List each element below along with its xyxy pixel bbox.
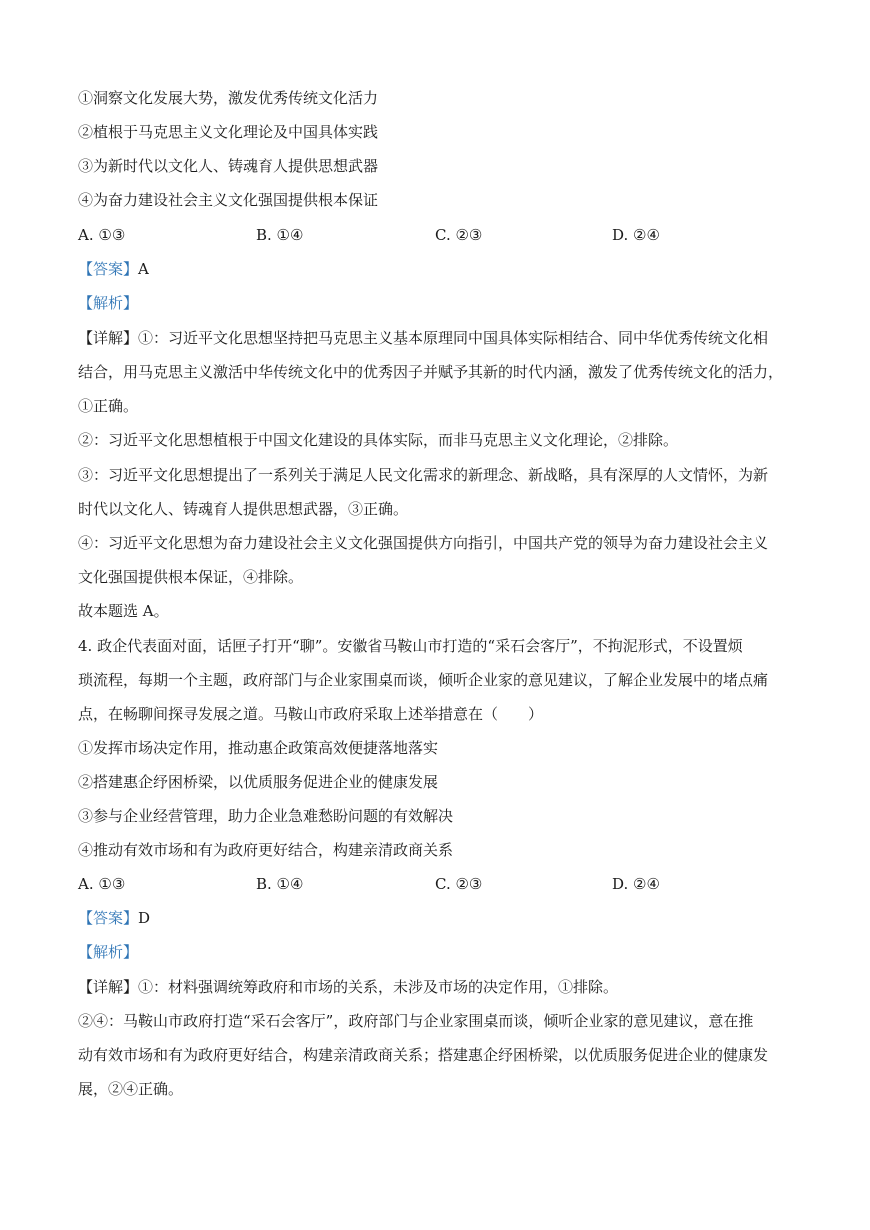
q4-option-3: ③参与企业经营管理，助力企业急难愁盼问题的有效解决 [78,807,454,825]
q4-choice-c: C. ②③ [435,875,483,893]
q4-choice-a: A. ①③ [78,875,126,893]
q3-choices [78,225,798,245]
q3-option-2: ②植根于马克思主义文化理论及中国具体实践 [78,123,379,141]
q4-detail-line-1 [78,977,798,997]
q3-detail-text-1: ①：习近平文化思想坚持把马克思主义基本原理同中国具体实际相结合、同中华优秀传统文化相 [138,329,769,347]
q3-choice-c: C. ②③ [435,226,483,244]
q3-option-3: ③为新时代以文化人、铸魂育人提供思想武器 [78,157,379,175]
q4-analysis-label: 【解析】 [78,943,139,961]
q3-detail-line-4: ②：习近平文化思想植根于中国文化建设的具体实际，而非马克思主义文化理论，②排除。 [78,431,679,449]
q4-answer-value: D [138,909,151,927]
q4-option-2: ②搭建惠企纾困桥梁，以优质服务促进企业的健康发展 [78,773,439,791]
q3-choice-d: D. ②④ [612,226,660,244]
q3-option-4: ④为奋力建设社会主义文化强国提供根本保证 [78,191,379,209]
q3-answer [78,259,798,279]
q4-stem-line-3: 点，在畅聊间探寻发展之道。马鞍山市政府采取上述举措意在（ ） [78,705,544,723]
q3-conclusion: 故本题选 A。 [78,602,169,620]
q3-detail-line-6: 时代以文化人、铸魂育人提供思想武器，③正确。 [78,500,409,518]
q4-stem-line-1: 4. 政企代表面对面，话匣子打开“聊”。安徽省马鞍山市打造的“采石会客厅”，不拘泥形式，不设置烦 [78,637,743,655]
q4-stem-line-2: 琐流程，每期一个主题，政府部门与企业家围桌而谈，倾听企业家的意见建议，了解企业发展中的堵点痛 [78,671,769,689]
q3-detail-line-2: 结合，用马克思主义激活中华传统文化中的优秀因子并赋予其新的时代内涵，激发了优秀传统文化的活力， [78,363,784,381]
q4-choice-b: B. ①④ [256,875,304,893]
q3-answer-tag: 【答案】 [78,260,139,278]
q3-detail-line-3: ①正确。 [78,397,139,415]
q3-answer-value: A [138,260,149,278]
q3-choice-b: B. ①④ [256,226,304,244]
q4-analysis-tag [78,942,798,962]
q4-detail-text-1: ①：材料强调统筹政府和市场的关系，未涉及市场的决定作用，①排除。 [138,978,619,996]
q4-detail-line-2: ②④：马鞍山市政府打造“采石会客厅”，政府部门与企业家围桌而谈，倾听企业家的意见建议，意在推 [78,1012,754,1030]
q3-detail-line-1 [78,328,798,348]
q4-detail-tag: 【详解】 [78,978,139,996]
q3-detail-line-7: ④：习近平文化思想为奋力建设社会主义文化强国提供方向指引，中国共产党的领导为奋力建设社会主义 [78,534,769,552]
q3-analysis-label: 【解析】 [78,294,139,312]
q3-analysis-tag [78,293,798,313]
q4-answer [78,908,798,928]
q4-choices [78,874,798,894]
q3-detail-tag: 【详解】 [78,329,139,347]
q4-answer-tag: 【答案】 [78,909,139,927]
q3-detail-line-5: ③：习近平文化思想提出了一系列关于满足人民文化需求的新理念、新战略，具有深厚的人文情怀，为新 [78,466,769,484]
q3-option-1: ①洞察文化发展大势，激发优秀传统文化活力 [78,89,379,107]
q3-choice-a: A. ①③ [78,226,126,244]
q4-option-1: ①发挥市场决定作用，推动惠企政策高效便捷落地落实 [78,739,439,757]
q3-detail-line-8: 文化强国提供根本保证，④排除。 [78,568,304,586]
q4-choice-d: D. ②④ [612,875,660,893]
q4-option-4: ④推动有效市场和有为政府更好结合，构建亲清政商关系 [78,841,454,859]
q4-detail-line-3: 动有效市场和有为政府更好结合，构建亲清政商关系；搭建惠企纾困桥梁，以优质服务促进企业的健康发 [78,1046,769,1064]
q4-detail-line-4: 展，②④正确。 [78,1080,184,1098]
